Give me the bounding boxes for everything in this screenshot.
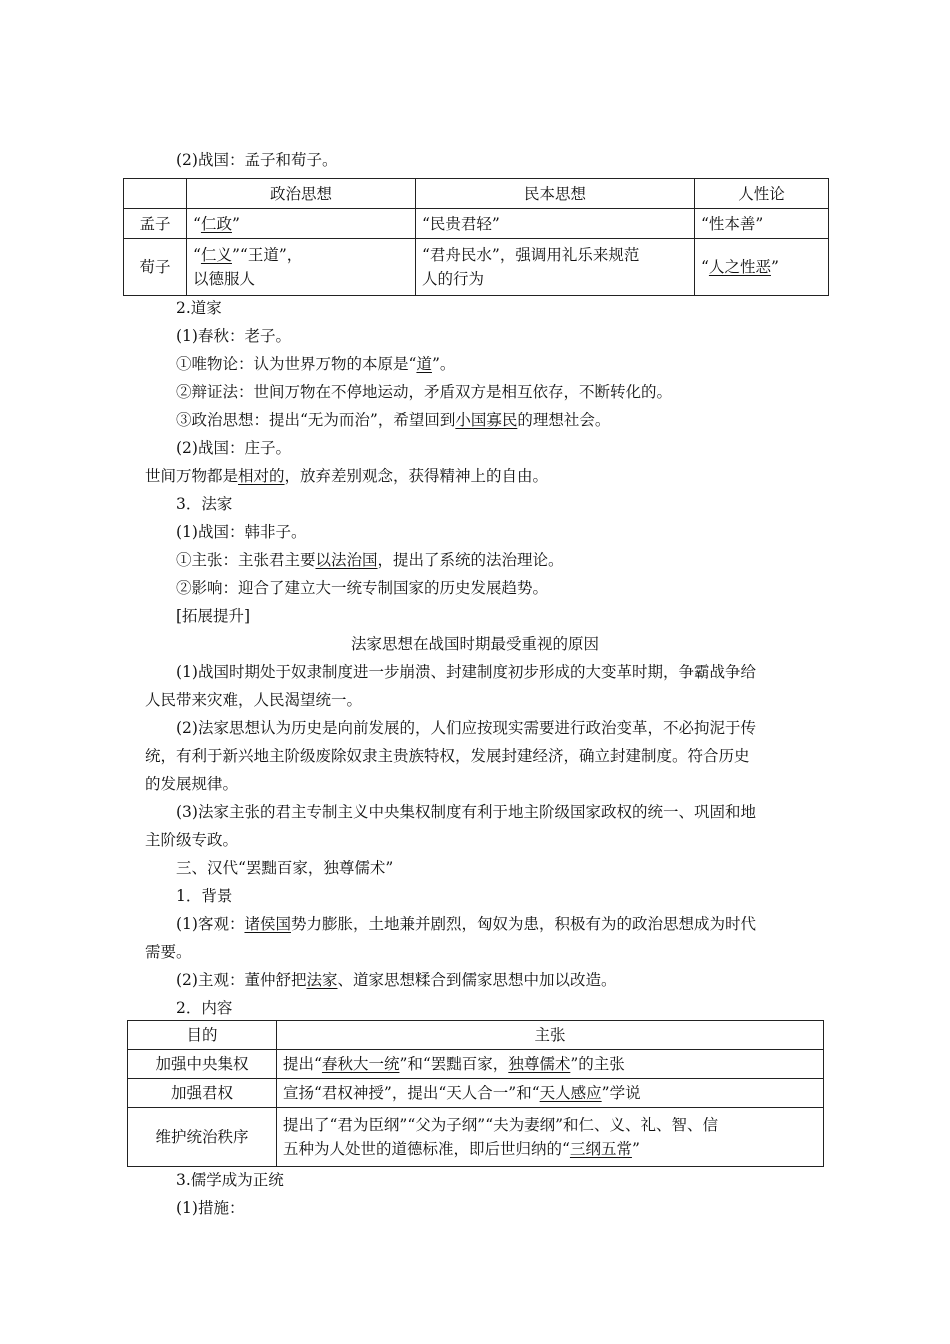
- header-people: 民本思想: [416, 179, 695, 209]
- mencius-people: “民贵君轻”: [416, 209, 695, 239]
- dong-zhongshu-table: [127, 1020, 824, 1167]
- claim-order-line2: 五种为人处世的道德标准，即后世归纳的“三纲五常”: [283, 1140, 640, 1158]
- claim-centralization: 提出“春秋大一统”和“罢黜百家，独尊儒术”的主张: [277, 1050, 824, 1079]
- table-row: [128, 1108, 824, 1167]
- materialism-line: ①唯物论：认为世界万物的本原是“道”。: [176, 355, 456, 373]
- underlined-answer: 相对的: [238, 467, 285, 485]
- claim-royal-power: 宣扬“君权神授”，提出“天人合一”和“天人感应”学说: [277, 1079, 824, 1108]
- mencius-xunzi-table: [123, 178, 829, 296]
- legalism-heading: 3．法家: [176, 495, 233, 513]
- reason1-line1: (1)战国时期处于奴隶制度进一步崩溃、封建制度初步形成的大变革时期，争霸战争给: [176, 663, 756, 681]
- zhuangzi-line: (2)战国：庄子。: [176, 439, 291, 457]
- underlined-answer: 仁义: [200, 246, 232, 264]
- table-row: [124, 239, 829, 296]
- hanfeizi-line: (1)战国：韩非子。: [176, 523, 307, 541]
- underlined-answer: 三纲五常: [569, 1140, 632, 1158]
- xunzi-people: [416, 239, 695, 296]
- mencius-nature: “性本善”: [695, 209, 829, 239]
- table-header-row: [128, 1021, 824, 1050]
- underlined-answer: 仁政: [200, 214, 232, 233]
- xunzi-people-line1: “君舟民水”，强调用礼乐来规范: [422, 246, 640, 264]
- reason1-line2: 人民带来灾难，人民渴望统一。: [145, 691, 363, 709]
- underlined-answer: 人之性恶: [708, 258, 771, 276]
- content-heading: 2．内容: [176, 999, 233, 1017]
- xunzi-politics-c: 以德服人: [193, 270, 256, 288]
- row-name-xunzi: 荀子: [124, 239, 187, 296]
- daoism-heading: 2.道家: [176, 299, 222, 317]
- xunzi-people-line2: 人的行为: [422, 270, 485, 288]
- orthodoxy-heading: 3.儒学成为正统: [176, 1171, 284, 1189]
- han-heading: 三、汉代“罢黜百家，独尊儒术”: [176, 859, 394, 877]
- xunzi-politics-b: 王道: [247, 246, 279, 264]
- dialectics-line: ②辩证法：世间万物在不停地运动，矛盾双方是相互依存，不断转化的。: [176, 383, 673, 401]
- table-row: [124, 209, 829, 239]
- reason2-line3: 的发展规律。: [145, 775, 239, 793]
- reason3-line2: 主阶级专政。: [145, 831, 239, 849]
- claim-order: [277, 1108, 824, 1167]
- reason3-line1: (3)法家主张的君主专制主义中央集权制度有利于地主阶级国家政权的统一、巩固和地: [176, 803, 756, 821]
- laozi-line: (1)春秋：老子。: [176, 327, 291, 345]
- extension-tag: [拓展提升]: [176, 607, 251, 625]
- underlined-answer: 小国寡民: [455, 411, 518, 429]
- underlined-answer: 独尊儒术: [508, 1055, 571, 1073]
- header-politics: 政治思想: [187, 179, 416, 209]
- header-goal: 目的: [128, 1021, 277, 1050]
- table-row: [128, 1079, 824, 1108]
- goal-royal-power: 加强君权: [128, 1079, 277, 1108]
- reason2-line2: 统，有利于新兴地主阶级废除奴隶主贵族特权，发展封建经济，确立封建制度。符合历史: [145, 747, 750, 765]
- subjective-line: (2)主观：董仲舒把法家、道家思想糅合到儒家思想中加以改造。: [176, 971, 617, 989]
- mencius-politics: “仁政”: [187, 209, 416, 239]
- underlined-answer: 法家: [306, 971, 338, 989]
- measures-line: (1)措施：: [176, 1199, 245, 1217]
- extension-heading: 法家思想在战国时期最受重视的原因: [350, 635, 599, 653]
- warring-confucian-heading: (2)战国：孟子和荀子。: [176, 151, 338, 169]
- xunzi-politics: “仁义”“王道”， 以德服人: [187, 239, 416, 296]
- objective-line2: 需要。: [145, 943, 192, 961]
- daoist-politics-line: ③政治思想：提出“无为而治”，希望回到小国寡民的理想社会。: [176, 411, 611, 429]
- legalism-claim-line: ①主张：主张君主要以法治国，提出了系统的法治理论。: [176, 551, 564, 569]
- objective-line1: (1)客观：诸侯国势力膨胀，土地兼并剧烈，匈奴为患，积极有为的政治思想成为时代: [176, 915, 756, 933]
- underlined-answer: 以法治国: [315, 551, 378, 569]
- underlined-answer: 春秋大一统: [321, 1055, 400, 1073]
- relativism-line: 世间万物都是相对的，放弃差别观念，获得精神上的自由。: [145, 467, 549, 485]
- legalism-impact-line: ②影响：迎合了建立大一统专制国家的历史发展趋势。: [176, 579, 549, 597]
- underlined-answer: 天人感应: [539, 1084, 602, 1102]
- underlined-answer: 道: [416, 355, 432, 373]
- reason2-line1: (2)法家思想认为历史是向前发展的，人们应按现实需要进行政治变革，不必拘泥于传: [176, 719, 756, 737]
- goal-order: 维护统治秩序: [128, 1108, 277, 1167]
- header-claim: 主张: [277, 1021, 824, 1050]
- table-header-row: [124, 179, 829, 209]
- background-heading: 1．背景: [176, 887, 233, 905]
- claim-order-line1: 提出了“君为臣纲”“父为子纲”“夫为妻纲”和仁、义、礼、智、信: [283, 1116, 719, 1134]
- header-nature: 人性论: [695, 179, 829, 209]
- xunzi-nature: “人之性恶”: [695, 239, 829, 296]
- goal-centralization: 加强中央集权: [128, 1050, 277, 1079]
- table-row: [128, 1050, 824, 1079]
- row-name-mencius: 孟子: [124, 209, 187, 239]
- underlined-answer: 诸侯国: [244, 915, 291, 933]
- header-empty: [124, 179, 187, 209]
